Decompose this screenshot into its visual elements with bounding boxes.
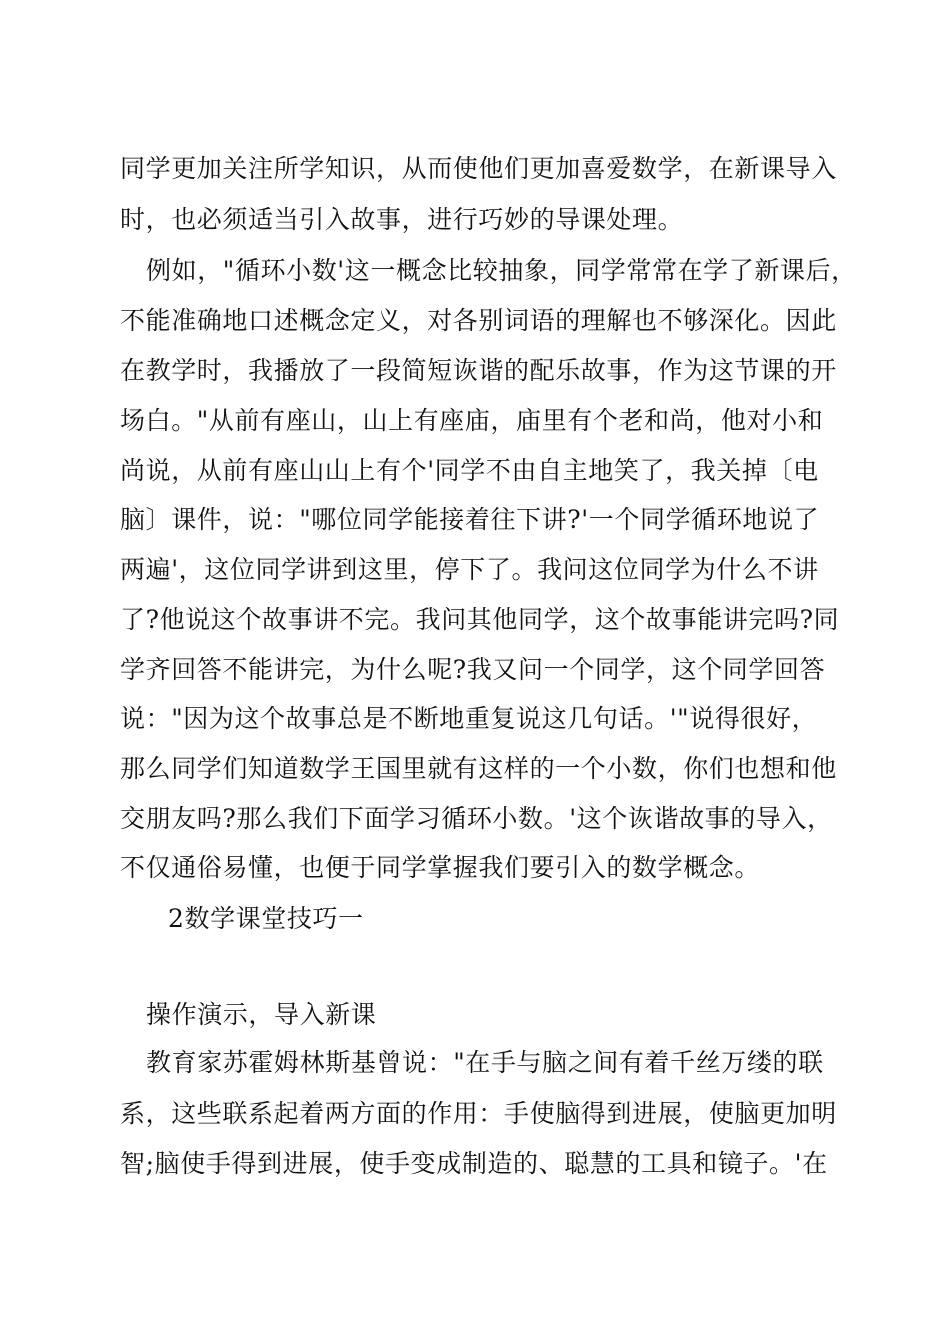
text-line: 系，这些联系起着两方面的作用：手使脑得到进展，使脑更加明 — [120, 1099, 837, 1128]
text-line: 尚说，从前有座山山上有个'同学不由自主地笑了，我关掉〔电 — [120, 456, 819, 485]
text-line: 例如，"循环小数'这一概念比较抽象，同学常常在学了新课后， — [146, 256, 857, 285]
text-line: 在教学时，我播放了一段简短诙谐的配乐故事，作为这节课的开 — [120, 356, 837, 385]
text-line: 不仅通俗易懂，也便于同学掌握我们要引入的数学概念。 — [120, 853, 761, 882]
section-heading: 2数学课堂技巧一 — [168, 904, 364, 933]
text-line: 了?他说这个故事讲不完。我问其他同学，这个故事能讲完吗?同 — [120, 605, 840, 634]
text-line: 那么同学们知道数学王国里就有这样的一个小数，你们也想和他 — [120, 754, 837, 783]
text-line: 同学更加关注所学知识，从而使他们更加喜爱数学，在新课导入 — [120, 154, 837, 183]
text-line: 两遍'，这位同学讲到这里，停下了。我问这位同学为什么不讲 — [120, 555, 819, 584]
text-line: 学齐回答不能讲完，为什么呢?我又问一个同学，这个同学回答 — [120, 655, 826, 684]
text-line: 场白。"从前有座山，山上有座庙，庙里有个老和尚，他对小和 — [120, 406, 824, 435]
text-line: 说："因为这个故事总是不断地重复说这几句话。'"说得很好， — [120, 704, 818, 733]
text-line: 时，也必须适当引入故事，进行巧妙的导课处理。 — [120, 205, 684, 234]
text-line: 交朋友吗?那么我们下面学习循环小数。'这个诙谐故事的导入， — [120, 804, 833, 833]
subheading: 操作演示，导入新课 — [146, 1000, 377, 1029]
text-line: 脑〕课件，说："哪位同学能接着往下讲?'一个同学循环地说了 — [120, 505, 820, 534]
text-line: 不能准确地口述概念定义，对各别词语的理解也不够深化。因此 — [120, 306, 837, 335]
text-line: 智;脑使手得到进展，使手变成制造的、聪慧的工具和镜子。'在 — [120, 1149, 828, 1178]
text-line: 教育家苏霍姆林斯基曾说："在手与脑之间有着千丝万缕的联 — [146, 1048, 824, 1077]
